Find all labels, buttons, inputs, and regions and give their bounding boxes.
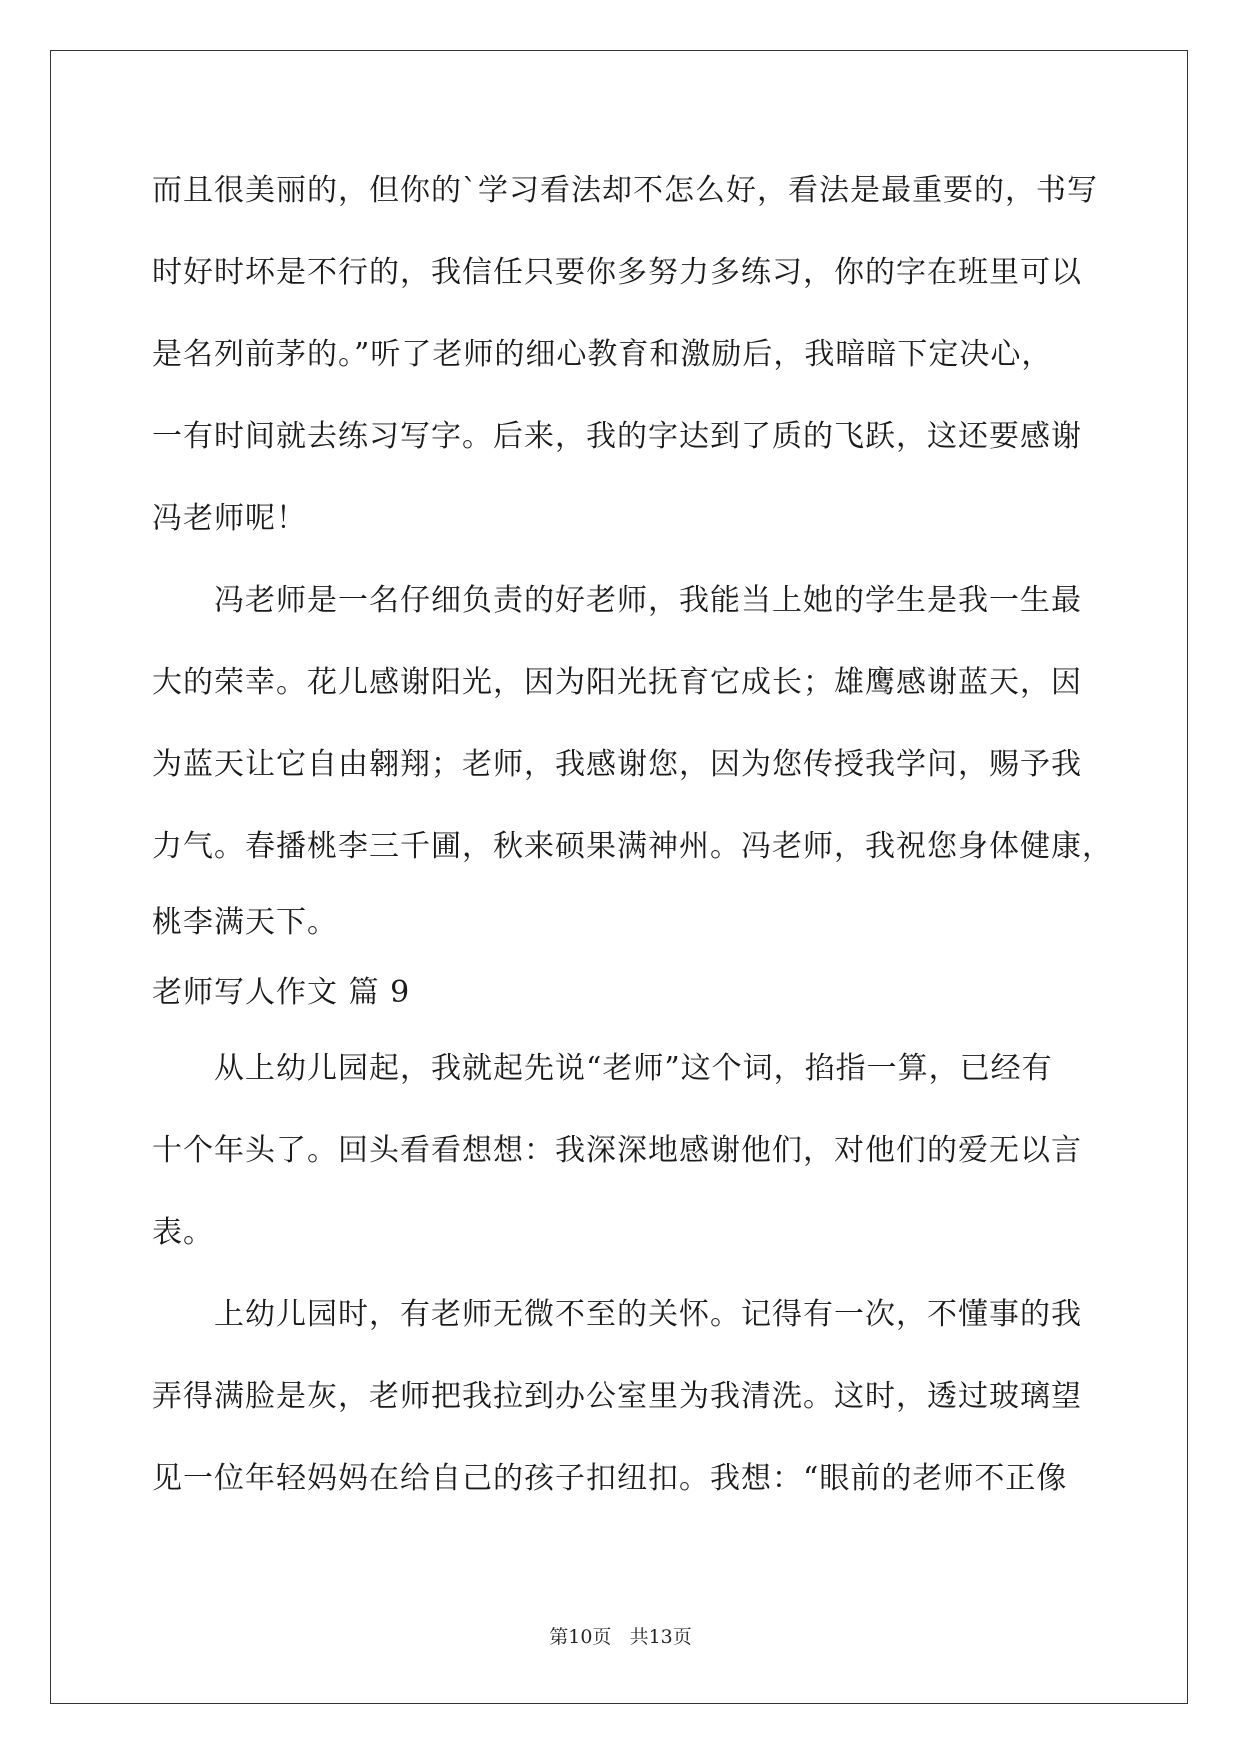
page-total: 共13页 [629,1626,692,1648]
text-line: 十个年头了。回头看看想想：我深深地感谢他们，对他们的爱无以言 [152,1133,1082,1168]
text-line: 大的荣幸。花儿感谢阳光，因为阳光抚育它成长；雄鹰感谢蓝天，因 [152,665,1082,700]
text-line: 弄得满脸是灰，老师把我拉到办公室里为我清洗。这时，透过玻璃望 [152,1379,1082,1414]
text-line: 表。 [152,1215,214,1250]
text-line: 从上幼儿园起，我就起先说“老师”这个词，掐指一算，已经有 [152,1051,1053,1086]
text-line: 力气。春播桃李三千圃，秋来硕果满神州。冯老师，我祝您身体健康， [152,829,1113,864]
text-line: 而且很美丽的，但你的`学习看法却不怎么好，看法是最重要的，书写 [152,173,1098,208]
text-line: 时好时坏是不行的，我信任只要你多努力多练习，你的字在班里可以 [152,255,1082,290]
section-heading: 老师写人作文 篇 9 [152,975,411,1010]
text-line: 为蓝天让它自由翱翔；老师，我感谢您，因为您传授我学问，赐予我 [152,747,1082,782]
text-line: 上幼儿园时，有老师无微不至的关怀。记得有一次，不懂事的我 [152,1297,1082,1332]
page-number: 第10页 [549,1626,612,1648]
text-line: 一有时间就去练习写字。后来，我的字达到了质的飞跃，这还要感谢 [152,419,1082,454]
page-footer [0,1622,1241,1649]
text-line: 冯老师呢！ [152,501,307,536]
text-line: 是名列前茅的。”听了老师的细心教育和激励后，我暗暗下定决心， [152,337,1053,372]
text-line: 冯老师是一名仔细负责的好老师，我能当上她的学生是我一生最 [152,583,1082,618]
text-line: 桃李满天下。 [152,905,338,940]
text-line: 见一位年轻妈妈在给自己的孩子扣纽扣。我想：“眼前的老师不正像 [152,1461,1068,1496]
document-body [152,150,1113,1520]
